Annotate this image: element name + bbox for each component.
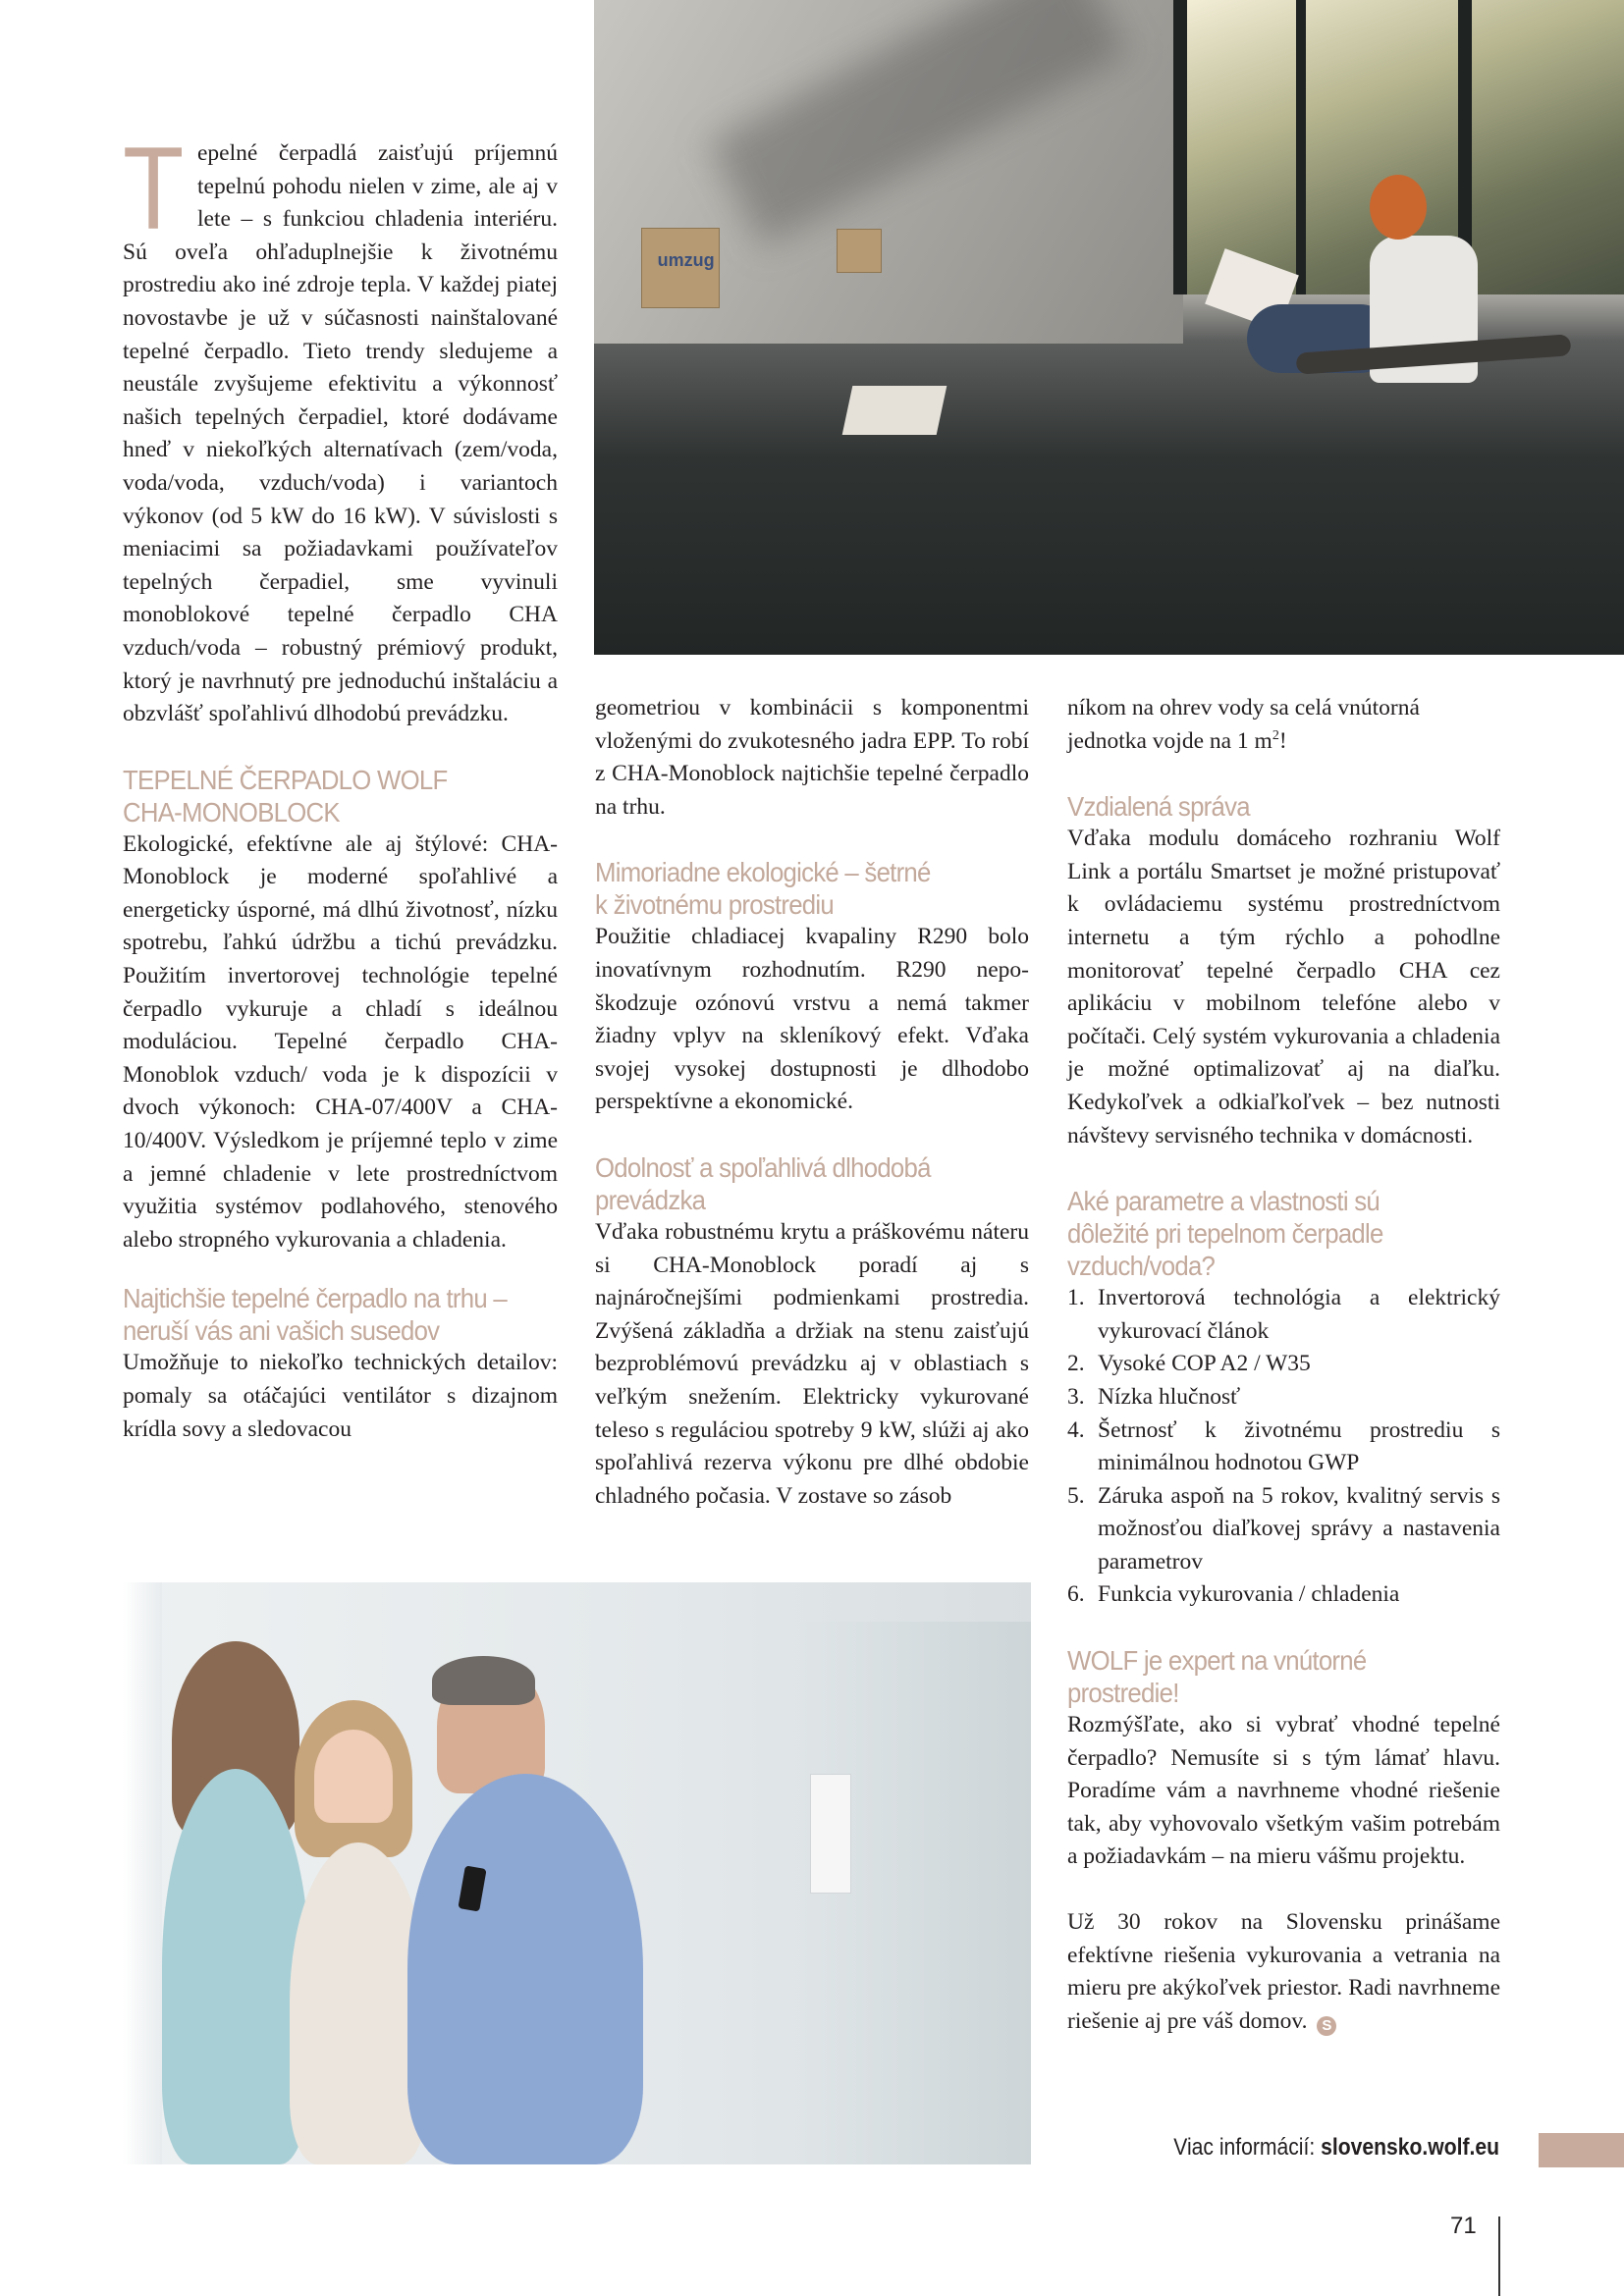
column-1 — [123, 123, 558, 1446]
window-frame — [1296, 0, 1306, 294]
list-item: 2. Vysoké COP A2 / W35 — [1067, 1351, 1311, 1377]
wall-lamp — [810, 1774, 851, 1894]
man-hair — [432, 1656, 535, 1705]
drop-cap: T — [123, 123, 185, 254]
list-item: 6. Funkcia vykurovania / chladenia — [1067, 1581, 1400, 1608]
website-link[interactable]: slovensko.wolf.eu — [1321, 2134, 1499, 2161]
man-shirt — [407, 1774, 643, 2164]
end-mark-icon: S — [1317, 2016, 1336, 2036]
list-item: 3. Nízka hlučnosť — [1067, 1383, 1241, 1410]
window-frame — [1173, 0, 1187, 294]
heading-ecological: Mimoriadne ekologické – šetrné k životnému prostrediu — [595, 857, 931, 921]
moving-box — [837, 229, 882, 273]
paragraph-closing: Už 30 rokov na Slovensku prinášame efektívne riešenia vykurovania a vetrania na mieru pre akýkoľvek priestor. Radi navrhneme riešenie aj pre váš domov. S — [1067, 1909, 1500, 2034]
more-info: Viac informácií: slovensko.wolf.eu — [1173, 2134, 1499, 2161]
heading-durability: Odolnosť a spoľahlivá dlhodobá prevádzka — [595, 1151, 931, 1215]
bottom-photo-family-smartphone — [123, 1582, 1031, 2164]
accent-tab — [1539, 2133, 1624, 2167]
list-item: 1. Invertorová technológia a elektrický vykurovací článok — [1067, 1285, 1500, 1344]
heading-parameters: Aké parametre a vlastnosti sú dôležité pri tepelnom čerpadle vzduch/voda? — [1067, 1186, 1383, 1282]
girl1-shirt — [162, 1769, 309, 2164]
kid-head — [1370, 175, 1427, 240]
page-number: 71 — [1450, 2213, 1477, 2239]
heading-expert: WOLF je expert na vnútorné prostredie! — [1067, 1645, 1367, 1709]
drawing-paper — [842, 386, 947, 435]
column-3 — [1067, 692, 1500, 2038]
moving-box: umzug — [641, 228, 720, 308]
paragraph-expert: Rozmýšľate, ako si vybrať vhodné tepelné čerpadlo? Nemusíte si s tým lámať hlavu. Poradíme vám a navrhneme vhodné riešenie tak, aby vyhovovalo všetkým vašim potrebám a požiadavkám – na mieru vášmu projektu. — [1067, 1712, 1500, 1870]
paragraph-ecological: Použitie chladiacej kvapaliny R290 bolo inovatívnym rozhodnutím. R290 nepoškodzuje ozónovú vrstvu a nemá takmer žiadny vplyv na skleníkový efekt. Vďaka svojej vysokej dostupnosti je dlhodobo perspektívne a ekonomické. — [595, 924, 1029, 1115]
girl2-face — [314, 1730, 393, 1823]
paragraph-durability-part1: Vďaka robustnému krytu a práškovému náteru si CHA-Monoblock poradí aj s najnáročnejšími podmienkami prostredia. Zvýšená základňa a držiak na stenu zaisťujú bezproblémovú prevádzku aj v oblastiach s veľkým snežením. Elektricky vykurované teleso s reguláciou spotreby 9 kW, slúži aj ako spoľahlivá rezerva výkonu pre dlhé obdobie chladného počasia. V zostave so zásob — [595, 1218, 1029, 1509]
paragraph-durability-part2: níkom na ohrev vody sa celá vnútorná jednotka vojde na 1 $m^2$! — [1067, 695, 1420, 754]
intro-paragraph: Tepelné čerpadlá zaisťujú príjemnú tepelnú pohodu nielen v zime, ale aj v lete – s funkciou chladenia interiéru. Sú oveľa ohľaduplnejšie k životnému prostrediu ako iné zdroje tepla. V každej piatej novostavbe je už v súčasnosti nainštalované tepelné čerpadlo. Tieto trendy sledujeme a neustále zvyšujeme efektivitu a výkonnosť našich tepelných čerpadiel, ktoré dodávame hneď v niekoľkých alternatívach (zem/voda, voda/voda, vzduch/voda) i variantoch výkonov (od 5 kW do 16 kW). V súvislosti s meniacimi sa požiadavkami používateľov tepelných čerpadiel, sme vyvinuli monoblokové tepelné čerpadlo CHA vzduch/voda – robustný prémiový produkt, ktorý je navrhnutý pre jednoduchú inštaláciu a obzvlášť spoľahlivú dlhodobú prevádzku. — [123, 123, 558, 727]
top-photo-boy-skateboard — [594, 0, 1624, 655]
column-2 — [595, 692, 1029, 1513]
girl2-shirt — [290, 1842, 427, 2164]
list-item: 5. Záruka aspoň na 5 rokov, kvalitný servis s možnosťou diaľkovej správy a nastavenia parametrov — [1067, 1482, 1500, 1575]
page-divider-line — [1498, 2216, 1500, 2296]
heading-quietest: Najtichšie tepelné čerpadlo na trhu – neruší vás ani vašich susedov — [123, 1283, 507, 1347]
paragraph-remote: Vďaka modulu domáceho rozhraniu Wolf Link a portálu Smartset je možné pristupovať k ovládaciemu systému prostredníctvom internetu a tým rýchlo a pohodlne monitorovať tepelné čerpadlo CHA cez aplikáciu v mobilnom telefóne alebo v počítači. Celý systém vykurovania a chladenia je možné optimalizovať aj na diaľku. Kedykoľvek a odkiaľkoľvek – bez nutnosti návštevy servisného technika v domácnosti. — [1067, 826, 1500, 1148]
paragraph-quietest-part2: geometriou v kombinácii s komponentmi vloženými do zvukotesného jadra EPP. To robí z CHA-Monoblock najtichšie tepelné čerpadlo na trhu. — [595, 695, 1029, 820]
paragraph-quietest-part1: Umožňuje to niekoľko technických detailov: pomaly sa otáčajúci ventilátor s dizajnom krídla sovy a sledovacou — [123, 1350, 558, 1442]
wall-edge — [123, 1582, 162, 2164]
paragraph-monoblock: Ekologické, efektívne ale aj štýlové: CHA-Monoblock je moderné spoľahlivé a energeticky úsporné, má dlhú životnosť, nízku spotrebu, ľahkú údržbu a tichú prevádzku. Použitím invertorovej technológie tepelné čerpadlo vykuruje a chladí s ideálnou moduláciou. Tepelné čerpadlo CHA-Monoblok vzduch/ voda je k dispozícii v dvoch výkonoch: CHA-07/400V a CHA-10/400V. Výsledkom je príjemné teplo v zime a jemné chladenie v lete prostredníctvom využitia systémov podlahového, stenového alebo stropného vykurovania a chladenia. — [123, 830, 558, 1253]
list-item: 4. Šetrnosť k životnému prostrediu s minimálnou hodnotou GWP — [1067, 1416, 1500, 1476]
heading-remote: Vzdialená správa — [1067, 791, 1250, 823]
heading-monoblock: TEPELNÉ ČERPADLO WOLF CHA-MONOBLOCK — [123, 764, 448, 828]
parameters-list — [1067, 1282, 1500, 1612]
